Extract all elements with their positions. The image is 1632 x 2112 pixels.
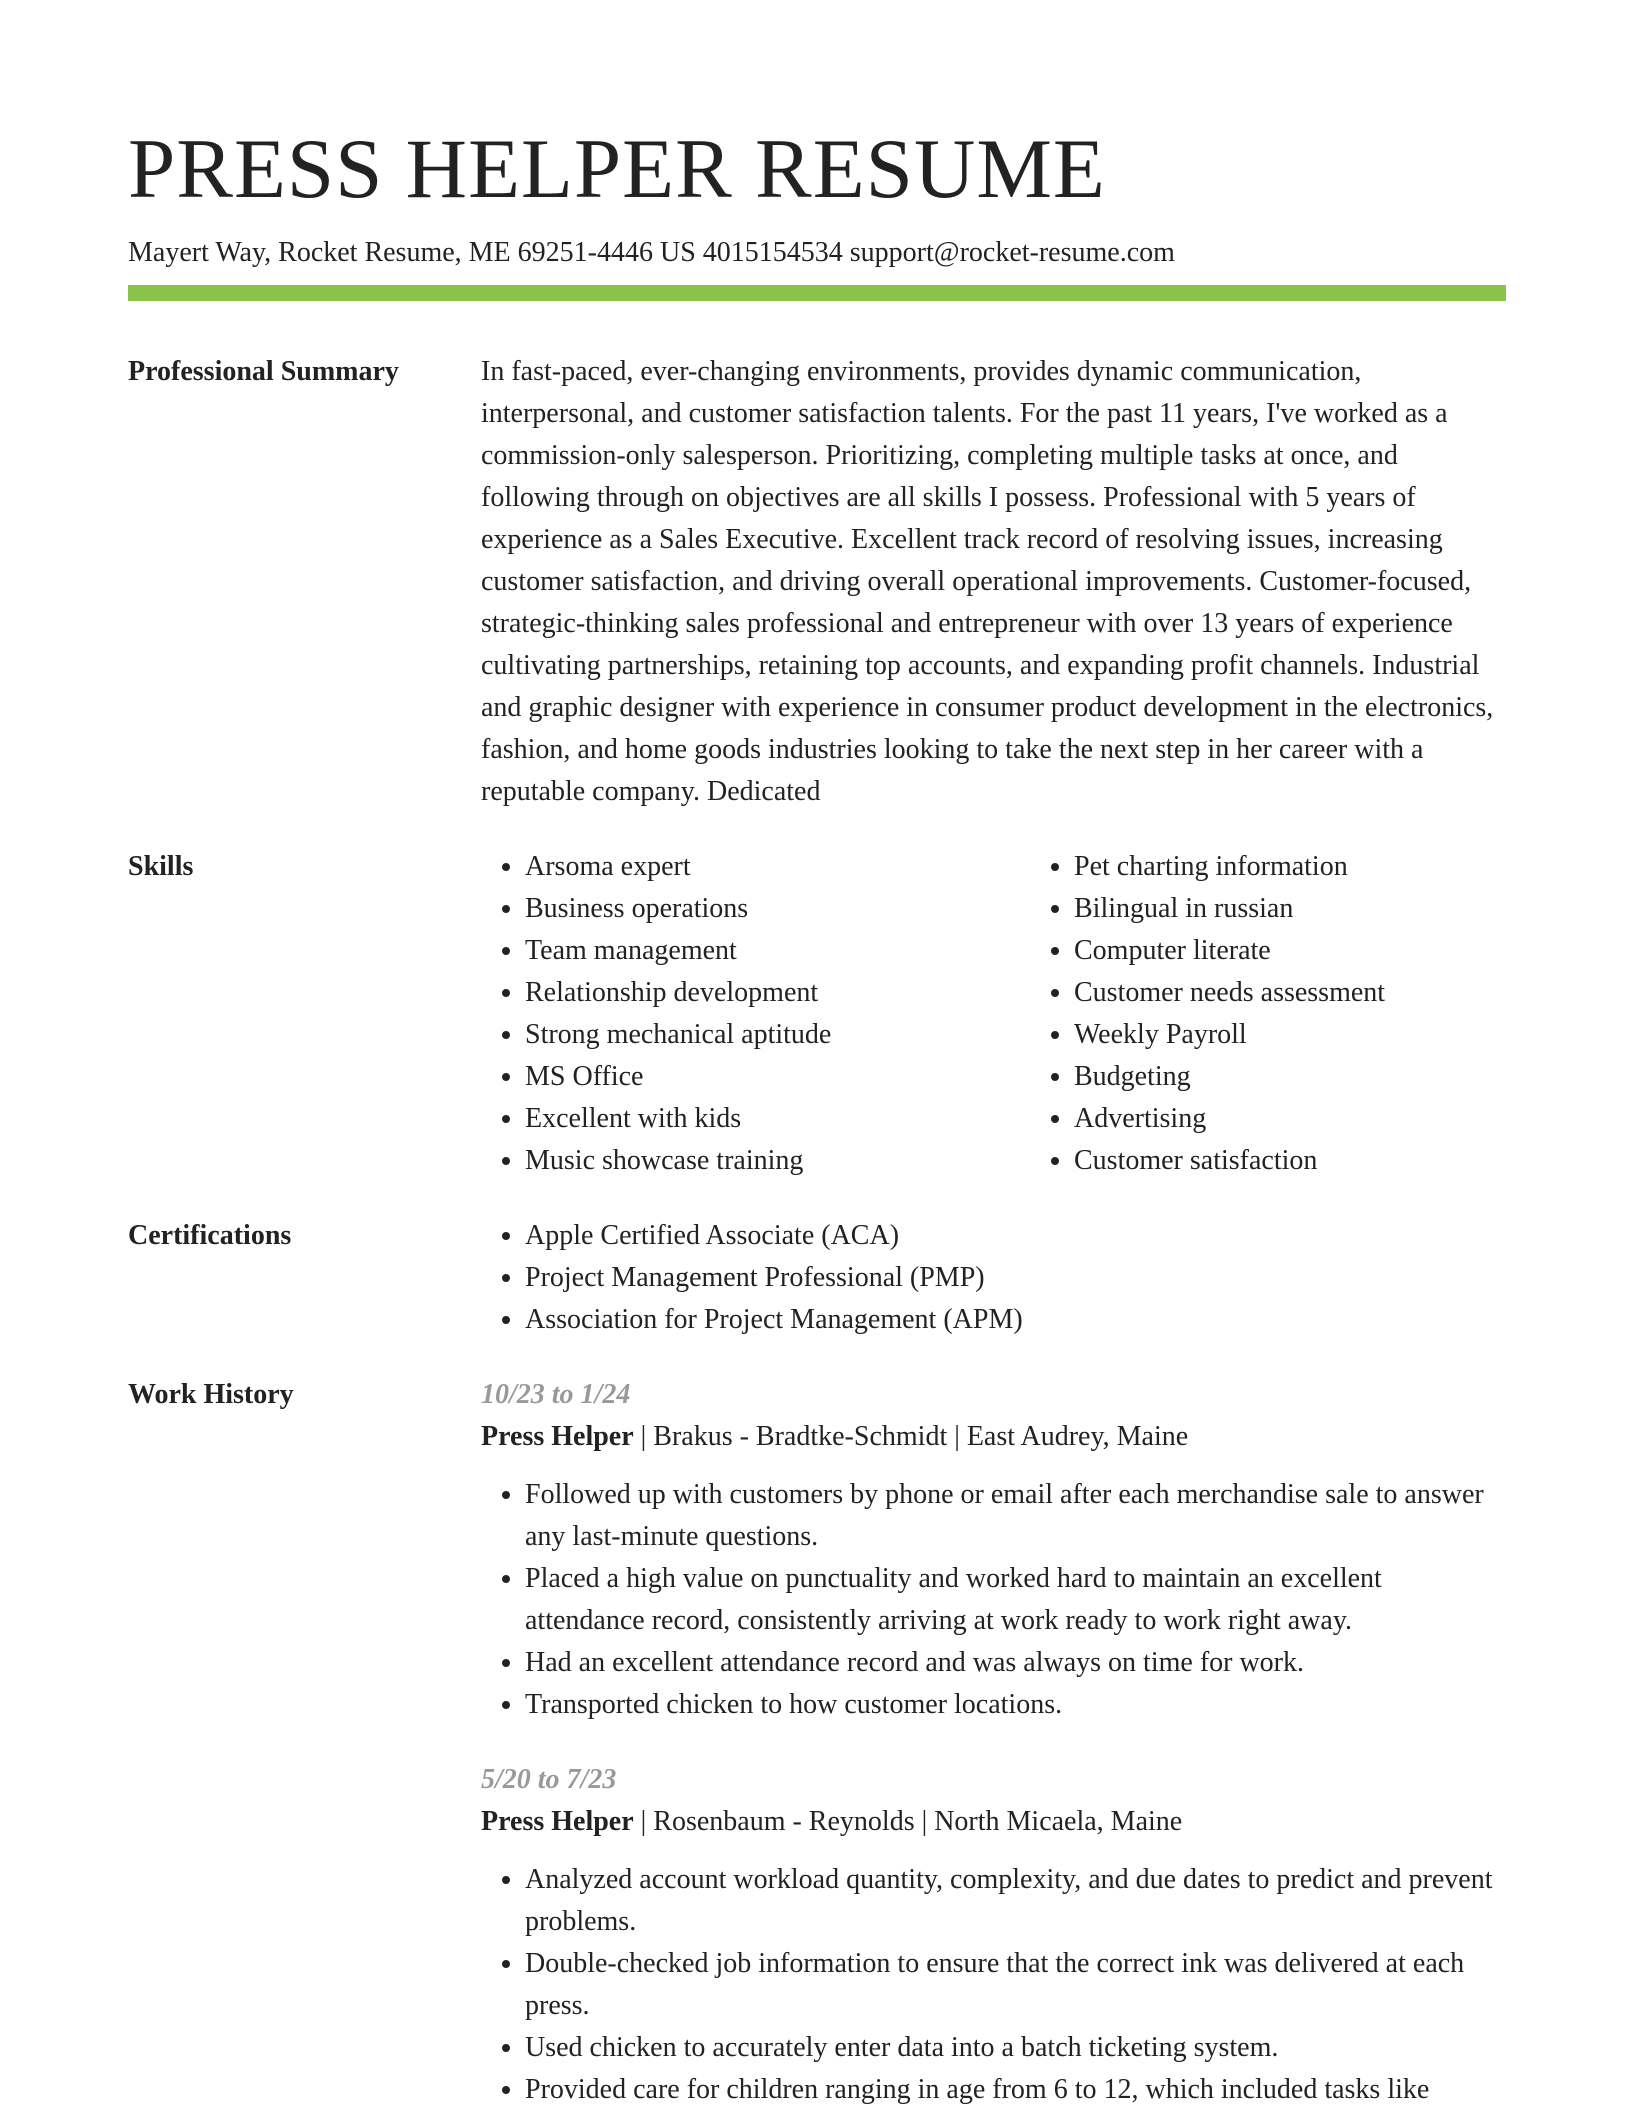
skill-item: • Customer needs assessment bbox=[1074, 972, 1579, 1014]
skill-item: • Customer satisfaction bbox=[1074, 1140, 1579, 1182]
resume-page bbox=[128, 0, 1506, 2111]
skill-item: • Strong mechanical aptitude bbox=[525, 1014, 1030, 1056]
skill-item: • Computer literate bbox=[1074, 930, 1579, 972]
work-history-heading: Work History bbox=[128, 1379, 294, 1410]
job-bullet: • Transported chicken to how customer locations. bbox=[525, 1684, 1506, 1726]
skill-item: • Business operations bbox=[525, 888, 1030, 930]
job-dates: 5/20 to 7/23 bbox=[481, 1764, 617, 1795]
certifications-body bbox=[481, 1215, 1506, 1341]
resume-title: PRESS HELPER RESUME bbox=[128, 122, 1106, 216]
skill-item: • Advertising bbox=[1074, 1098, 1579, 1140]
job-details: | Rosenbaum - Reynolds | North Micaela, Maine bbox=[633, 1806, 1183, 1837]
job-bullet: • Followed up with customers by phone or email after each merchandise sale to answer any last-minute questions. bbox=[525, 1474, 1506, 1558]
header-divider bbox=[128, 285, 1506, 301]
summary-text: In fast-paced, ever-changing environments, provides dynamic communication, interpersonal, and customer satisfaction talents. For the past 11 years, I've worked as a commission-only salesperson. Prioritizing, completing multiple tasks at once, and following through on objectives are all skills I possess. Professional with 5 years of experience as a Sales Executive. Excellent track record of resolving issues, increasing customer satisfaction, and driving overall operational improvements. Customer-focused, strategic-thinking sales professional and entrepreneur with over 13 years of experience cultivating partnerships, retaining top accounts, and expanding profit channels. Industrial and graphic designer with experience in consumer product development in the electronics, fashion, and home goods industries looking to take the next step in her career with a reputable company. Dedicated bbox=[481, 356, 1494, 807]
skills-list-left bbox=[481, 846, 1030, 1182]
job-dates: 10/23 to 1/24 bbox=[481, 1379, 631, 1410]
skills-heading: Skills bbox=[128, 851, 194, 882]
job-bullet: • Had an excellent attendance record and was always on time for work. bbox=[525, 1642, 1506, 1684]
skills-section bbox=[128, 846, 1506, 1182]
certifications-section bbox=[128, 1215, 1506, 1341]
summary-section bbox=[128, 351, 1506, 813]
contact-line: Mayert Way, Rocket Resume, ME 69251-4446 US 4015154534 support@rocket-resume.com bbox=[128, 237, 1175, 268]
skill-item: • Bilingual in russian bbox=[1074, 888, 1579, 930]
job-bullets bbox=[481, 1859, 1506, 2111]
certification-item: • Apple Certified Associate (ACA) bbox=[525, 1215, 1506, 1257]
job-header bbox=[481, 1416, 1506, 1458]
job-bullet: • Used chicken to accurately enter data into a batch ticketing system. bbox=[525, 2027, 1506, 2069]
job-entry bbox=[481, 1374, 1506, 1726]
work-history-section bbox=[128, 1374, 1506, 2111]
skill-item: • MS Office bbox=[525, 1056, 1030, 1098]
certification-item: • Project Management Professional (PMP) bbox=[525, 1257, 1506, 1299]
job-header bbox=[481, 1801, 1506, 1843]
skills-list-right bbox=[1030, 846, 1579, 1182]
skill-item: • Team management bbox=[525, 930, 1030, 972]
work-history-body bbox=[481, 1374, 1506, 2111]
certification-item: • Association for Project Management (APM) bbox=[525, 1299, 1506, 1341]
summary-heading: Professional Summary bbox=[128, 356, 399, 387]
skills-body bbox=[481, 846, 1579, 1182]
skill-item: • Weekly Payroll bbox=[1074, 1014, 1579, 1056]
job-bullet: • Provided care for children ranging in age from 6 to 12, which included tasks like bbox=[525, 2069, 1506, 2111]
job-bullet: • Double-checked job information to ensure that the correct ink was delivered at each press. bbox=[525, 1943, 1506, 2027]
job-title: Press Helper bbox=[481, 1421, 634, 1452]
job-title: Press Helper bbox=[481, 1806, 634, 1837]
certifications-heading: Certifications bbox=[128, 1220, 292, 1251]
skill-item: • Relationship development bbox=[525, 972, 1030, 1014]
skill-item: • Excellent with kids bbox=[525, 1098, 1030, 1140]
skill-item: • Arsoma expert bbox=[525, 846, 1030, 888]
job-bullet: • Placed a high value on punctuality and worked hard to maintain an excellent attendance record, consistently arriving at work ready to work right away. bbox=[525, 1558, 1506, 1642]
summary-body bbox=[481, 351, 1506, 813]
job-bullets bbox=[481, 1474, 1506, 1726]
skill-item: • Music showcase training bbox=[525, 1140, 1030, 1182]
job-entry bbox=[481, 1759, 1506, 2111]
job-details: | Brakus - Bradtke-Schmidt | East Audrey, Maine bbox=[633, 1421, 1189, 1452]
job-bullet: • Analyzed account workload quantity, complexity, and due dates to predict and prevent problems. bbox=[525, 1859, 1506, 1943]
skill-item: • Pet charting information bbox=[1074, 846, 1579, 888]
skill-item: • Budgeting bbox=[1074, 1056, 1579, 1098]
certifications-list bbox=[481, 1215, 1506, 1341]
